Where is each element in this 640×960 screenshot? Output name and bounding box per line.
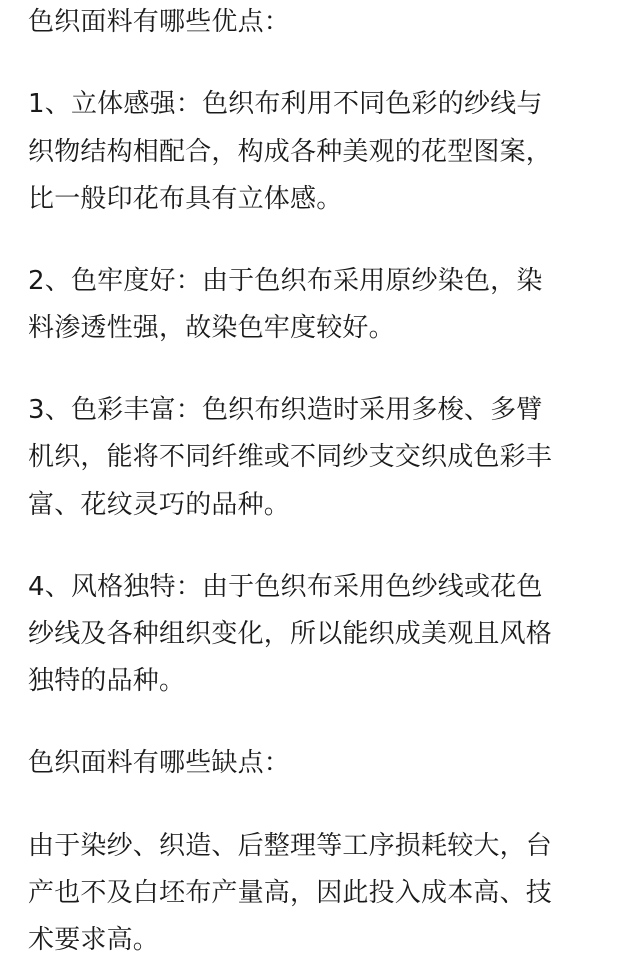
pros-heading: 色织面料有哪些优点： [28,7,291,37]
item3-line1: 3、色彩丰富：色织布织造时采用多梭、多臂 [28,395,543,425]
item4-line1: 4、风格独特：由于色织布采用色纱线或花色 [28,572,543,602]
item1-line2: 织物结构相配合，构成各种美观的花型图案， [28,137,553,167]
item2-line1: 2、色牢度好：由于色织布采用原纱染色，染 [28,266,543,296]
item1-line1: 1、立体感强：色织布利用不同色彩的纱线与 [28,89,543,119]
cons-line2: 产也不及白坯布产量高，因此投入成本高、技 [28,878,553,908]
item3-line2: 机织，能将不同纤维或不同纱支交织成色彩丰 [28,442,553,472]
item3-line3: 富、花纹灵巧的品种。 [28,490,291,520]
item1-line3: 比一般印花布具有立体感。 [28,184,343,214]
item4-line2: 纱线及各种组织变化，所以能织成美观且风格 [28,619,553,649]
cons-heading: 色织面料有哪些缺点： [28,748,291,778]
item2-line2: 料渗透性强，故染色牢度较好。 [28,313,395,343]
item4-line3: 独特的品种。 [28,666,186,696]
cons-line1: 由于染纱、织造、后整理等工序损耗较大，台 [28,831,553,861]
cons-line3: 术要求高。 [28,925,160,955]
